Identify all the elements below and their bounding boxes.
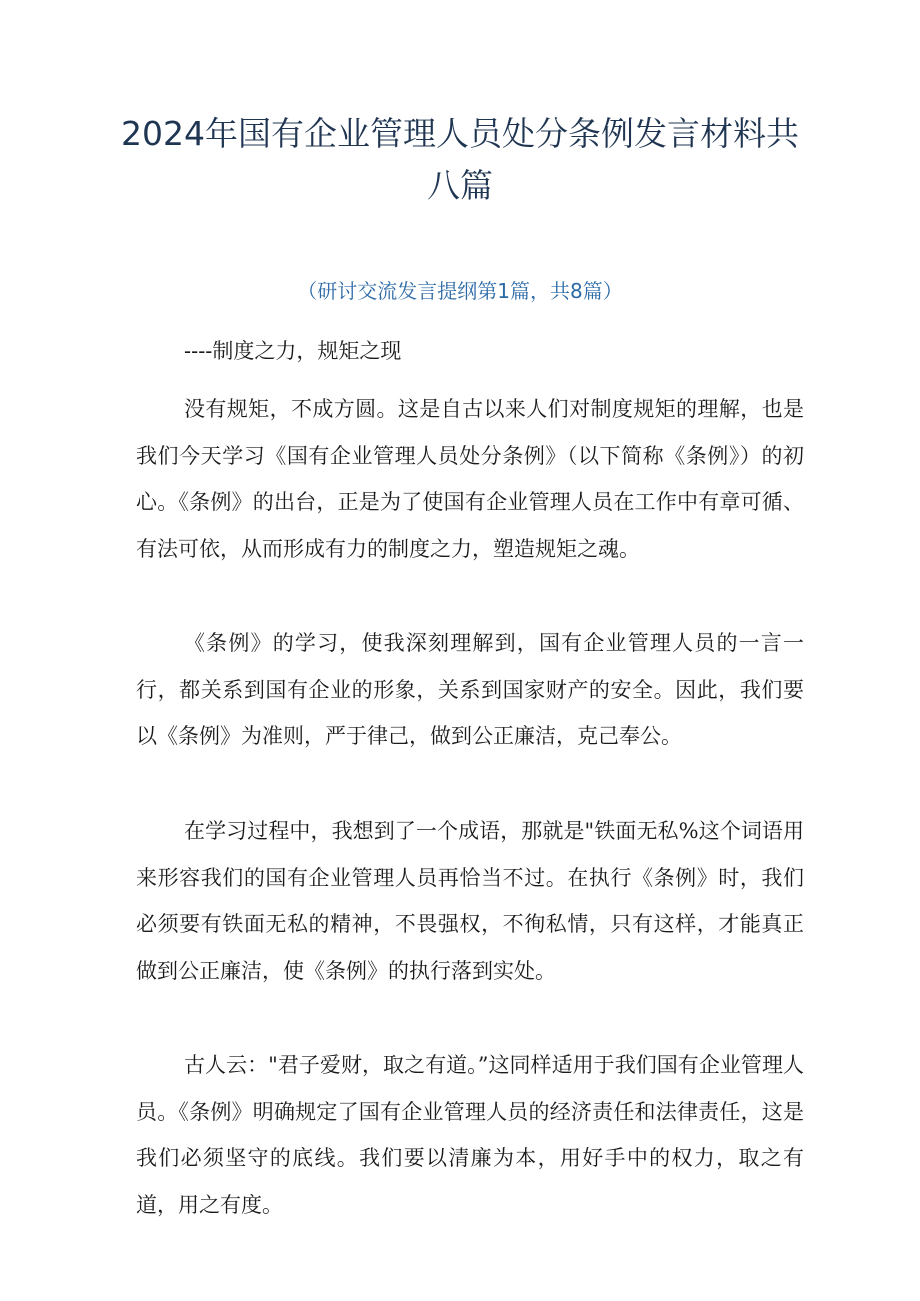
- document-subtitle: （研讨交流发言提纲第1篇，共8篇）: [297, 279, 623, 303]
- paragraph: 没有规矩，不成方圆。这是自古以来人们对制度规矩的理解，也是我们今天学习《国有企业管理人员处分条例》（以下简称《条例》）的初心。《条例》的出台，正是为了使国有企业管理人员在工作中有章可循、有法可依，从而形成有力的制度之力，塑造规矩之魂。: [136, 397, 804, 561]
- paragraph: 《条例》的学习，使我深刻理解到，国有企业管理人员的一言一行，都关系到国有企业的形象，关系到国家财产的安全。因此，我们要以《条例》为准则，严于律己，做到公正廉洁，克己奉公。: [136, 631, 804, 748]
- paragraph: 古人云："君子爱财，取之有道。”这同样适用于我们国有企业管理人员。《条例》明确规定了国有企业管理人员的经济责任和法律责任，这是我们必须坚守的底线。我们要以清廉为本，用好手中的权力，取之有道，用之有度。: [136, 1053, 804, 1217]
- section-heading: ----制度之力，规矩之现: [184, 339, 402, 363]
- paragraph: 在学习过程中，我想到了一个成语，那就是"铁面无私%这个词语用来形容我们的国有企业管理人员再恰当不过。在执行《条例》时，我们必须要有铁面无私的精神，不畏强权，不徇私情，只有这样，才能真正做到公正廉洁，使《条例》的执行落到实处。: [136, 819, 804, 983]
- document-title: 2024年国有企业管理人员处分条例发言材料共八篇: [121, 114, 799, 205]
